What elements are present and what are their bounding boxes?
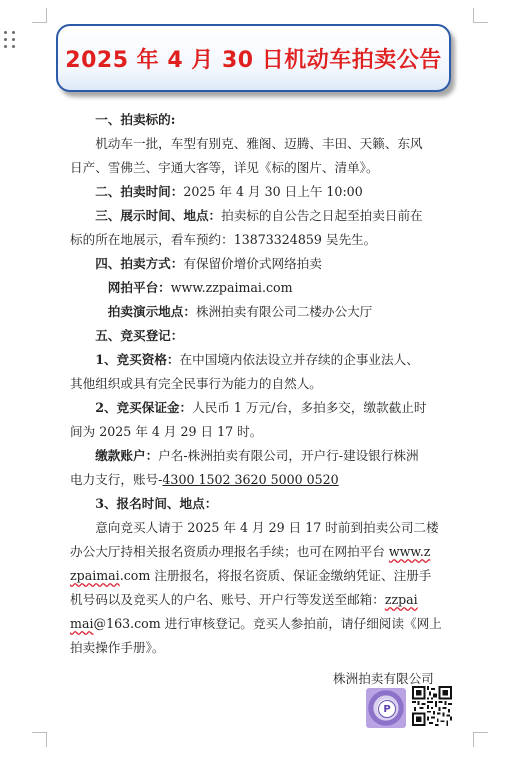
account-number: 4300 1502 3620 5000 0520 xyxy=(162,472,339,487)
deposit: 2、竞买保证金：人民币 1 万元/台，多拍多交，缴款截止时 xyxy=(95,400,427,415)
section-5-heading: 五、竞买登记： xyxy=(95,328,184,343)
registration-line-5: mai@163.com 进行审核登记。竞买人参拍前，请仔细阅读《网上 xyxy=(70,616,442,631)
payment-account-line-2: 电力支行，账号-4300 1502 3620 5000 0520 xyxy=(70,472,339,487)
payment-account: 缴款账户：户名-株洲拍卖有限公司，开户行-建设银行株洲 xyxy=(95,448,419,463)
section-3-line-2: 标的所在地展示，看车预约：13873324859 吴先生。 xyxy=(70,232,377,247)
crop-mark-top-right xyxy=(473,8,488,23)
platform-link[interactable]: www.zzpaimai.com xyxy=(170,280,293,295)
company-signature: 株洲拍卖有限公司 xyxy=(333,671,434,686)
registration-line-1: 意向竞买人请于 2025 年 4 月 29 日 17 时前到拍卖公司二楼 xyxy=(95,520,439,535)
registration-line-4: 机号码以及竞买人的户名、账号、开户行等发送至邮箱：zzpai xyxy=(70,592,418,607)
email-part-1[interactable]: zzpai xyxy=(384,592,418,607)
notice-body xyxy=(70,108,462,660)
title-banner xyxy=(56,24,451,92)
section-1-heading: 一、拍卖标的: xyxy=(95,112,176,127)
page-title: 2025 年 4 月 30 日机动车拍卖公告 xyxy=(65,47,442,73)
qualification-line-2: 其他组织或具有完全民事行为能力的自然人。 xyxy=(70,376,322,391)
registration-line-6: 拍卖操作手册》。 xyxy=(70,640,165,655)
registration-line-2: 办公大厅持相关报名资质办理报名手续；也可在网拍平台 www.z xyxy=(70,544,431,559)
crop-mark-top-left xyxy=(32,8,47,23)
seal-letter: P xyxy=(378,700,396,718)
section-2: 二、拍卖时间：2025 年 4 月 30 日上午 10:00 xyxy=(95,184,363,199)
section-1-line-2: 日产、雪佛兰、宇通大客等，详见《标的图片、清单》。 xyxy=(70,160,379,175)
qr-code-icon[interactable] xyxy=(412,686,452,726)
drag-handle-icon[interactable] xyxy=(4,31,18,53)
section-4-demo-location: 拍卖演示地点：株洲拍卖有限公司二楼办公大厅 xyxy=(107,304,373,319)
email-part-2[interactable]: mai xyxy=(70,616,94,631)
registration-line-3: zpaimai.com 注册报名，将报名资质、保证金缴纳凭证、注册手 xyxy=(70,568,432,583)
registration-heading: 3、报名时间、地点： xyxy=(95,496,218,511)
crop-mark-bottom-right xyxy=(473,732,488,747)
platform-link-part-2[interactable]: zpaimai xyxy=(70,568,120,583)
platform-link-part-1[interactable]: www.z xyxy=(388,544,431,559)
company-seal-logo xyxy=(366,688,406,728)
qualification: 1、竞买资格：在中国境内依法设立并存续的企事业法人、 xyxy=(95,352,419,367)
section-1-line-1: 机动车一批，车型有别克、雅阁、迈腾、丰田、天籁、东风 xyxy=(95,136,423,151)
section-4-platform: 网拍平台：www.zzpaimai.com xyxy=(107,280,293,295)
section-4: 四、拍卖方式：有保留价增价式网络拍卖 xyxy=(95,256,322,271)
crop-mark-bottom-left xyxy=(32,732,47,747)
section-3: 三、展示时间、地点：拍卖标的自公告之日起至拍卖日前在 xyxy=(95,208,423,223)
deposit-line-2: 间为 2025 年 4 月 29 日 17 时。 xyxy=(70,424,263,439)
